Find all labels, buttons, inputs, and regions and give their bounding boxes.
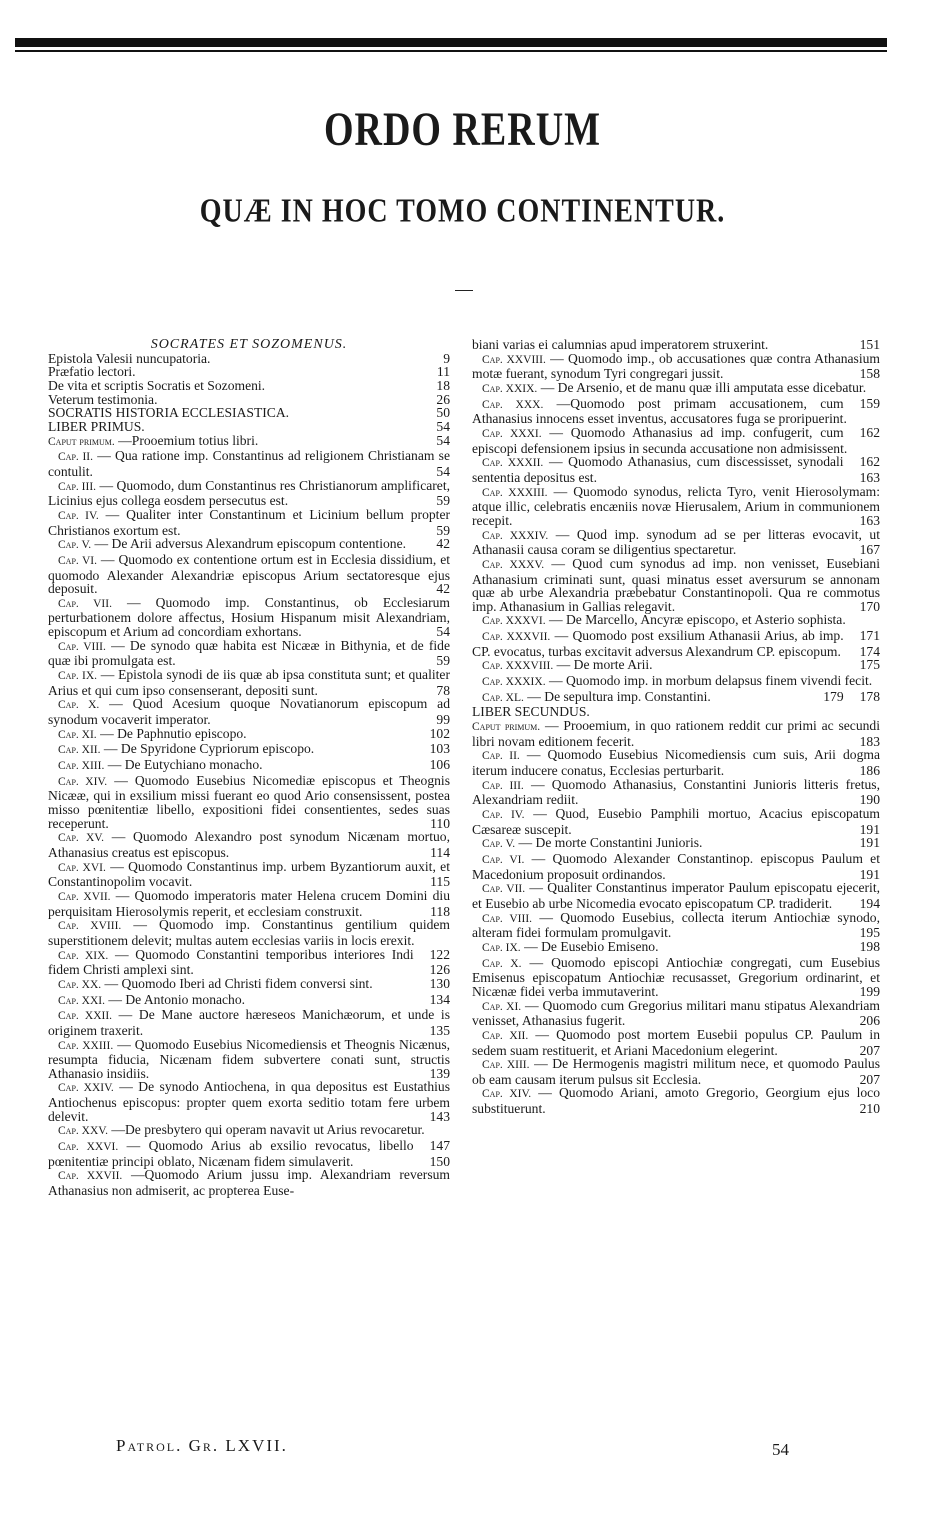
chapter-label: Cap. IX.	[482, 941, 521, 954]
toc-entry	[472, 528, 880, 557]
toc-entry	[48, 352, 450, 366]
toc-entry	[48, 508, 450, 537]
page-ref: 162	[859, 454, 880, 470]
toc-entry	[48, 1139, 450, 1168]
chapter-label: Cap. XIII.	[58, 760, 105, 773]
entry-text: — Quomodo imperatoris mater Helena crucem Domini diu perquisitam Hierosolymis reperit, et ecclesiam construxit.	[48, 887, 450, 919]
chapter-label: Cap. XX.	[58, 978, 102, 991]
top-thick-rule	[15, 38, 887, 47]
footer-volume: Patrol. Gr. LXVII.	[116, 1436, 288, 1455]
entry-text: — Quomodo imp., ob accusationes quæ contra Athanasium motæ fuerant, synodum Tyri congregari jussit.	[472, 350, 880, 382]
chapter-label: Cap. XXIX.	[482, 382, 538, 395]
entry-text: — Quomodo Eusebius Nicomediensis cum suis, Arii dogma iterum inducere conatus, Ecclesias perturbarit.	[472, 747, 880, 779]
entry-text: — Quomodo post mortem Eusebii populus CP. Paulum in sedem suam restituerit, et Ariani Macedonium elegerint.	[472, 1026, 880, 1058]
toc-entry	[48, 1080, 450, 1123]
entry-text: — De Eutychiano monacho.	[107, 757, 263, 773]
page-ref: 179	[823, 688, 844, 704]
page-ref: 207	[859, 1042, 880, 1058]
entry-text: — Qualiter inter Constantinum et Licinium bellum propter Christianos exortum est.	[48, 506, 450, 538]
toc-entry	[48, 993, 450, 1009]
toc-entry	[48, 697, 450, 726]
entry-text: — De Arii adversus Alexandrum episcopum contentione.	[94, 536, 407, 552]
chapter-label: Cap. XXII.	[58, 1010, 113, 1023]
toc-entry	[472, 911, 880, 940]
page-ref: 42	[436, 581, 450, 597]
entry-text: — Quomodo Constantini temporibus interiores Indi fidem Christi amplexi sint.	[48, 946, 414, 978]
toc-entry	[472, 778, 880, 807]
entry-text: — De Hermogenis magistri militum nece, et quomodo Paulus ob eam causam iterum pulsus sit Ecclesia.	[472, 1056, 880, 1087]
toc-entry	[48, 668, 450, 697]
toc-entry	[48, 379, 450, 393]
chapter-label: Cap. XIV.	[58, 775, 108, 788]
page-ref: 50	[436, 405, 450, 421]
entry-text: De vita et scriptis Socratis et Sozomeni.	[48, 377, 266, 393]
chapter-label: Cap. IX.	[58, 670, 97, 683]
toc-entry	[48, 889, 450, 918]
chapter-label: Cap. XI.	[482, 1000, 522, 1013]
ornamental-dash	[455, 290, 473, 291]
entry-text: — Qua ratione imp. Constantinus ad religionem Christianam se contulit.	[48, 448, 450, 479]
chapter-label: Cap. X.	[58, 699, 100, 712]
toc-entry	[472, 690, 880, 706]
entry-text: — Qualiter Constantinus imperator Paulum episcopatu ejecerit, et Eusebio ab urbe Nicomedia evocato episcopatum CP. tradiderit.	[472, 880, 880, 911]
chapter-label: Cap. XXIV.	[58, 1082, 114, 1095]
toc-entry	[48, 727, 450, 743]
page-ref: 199	[859, 983, 880, 999]
chapter-label: Cap. XXXVI.	[482, 615, 546, 628]
entry-text: — De Mane auctore hæreseos Manichæorum, et unde is originem traxerit.	[48, 1007, 450, 1038]
toc-entry	[472, 807, 880, 836]
entry-text: LIBER PRIMUS.	[48, 418, 145, 434]
toc-entry	[472, 1057, 880, 1086]
toc-entry	[48, 639, 450, 668]
entry-text: — Quod, Eusebio Pamphili mortuo, Acacius episcopatum Cæsareæ suscepit.	[472, 806, 880, 837]
chapter-label: Cap. XXXIV.	[482, 529, 549, 542]
page-ref: 54	[436, 432, 450, 448]
entry-text: — Quod Acesium quoque Novatianorum episcopum ad synodum vocaverit imperator.	[48, 696, 451, 728]
footer-page-number: 54	[772, 1440, 789, 1459]
toc-entry	[472, 852, 880, 881]
toc-entry	[472, 956, 880, 999]
toc-entry	[48, 758, 450, 774]
entry-text: — Quomodo Alexander Constantinop. episcopus Paulum et Macedonium proposuit ordinandos.	[472, 850, 880, 882]
toc-entry	[472, 1086, 880, 1115]
chapter-label: Cap. VII.	[58, 597, 112, 610]
chapter-label: Cap. XXXV.	[482, 558, 545, 571]
chapter-label: Cap. II.	[482, 750, 520, 763]
page-ref: 42	[436, 536, 450, 552]
page-ref: 106	[429, 757, 450, 773]
page-ref: 54	[436, 463, 450, 479]
chapter-label: Cap. XL.	[482, 691, 524, 704]
page-ref: 158	[859, 366, 880, 382]
chapter-label: Cap. XIII.	[482, 1059, 530, 1072]
entry-text: Præfatio lectori.	[48, 364, 136, 380]
toc-entry	[48, 948, 450, 977]
page-ref: 118	[430, 903, 450, 919]
toc-entry	[48, 537, 450, 553]
page-ref: 206	[859, 1013, 880, 1029]
chapter-label: Cap. VI.	[482, 853, 525, 866]
chapter-label: Cap. XVI.	[58, 861, 106, 874]
page-ref: 183	[859, 733, 880, 749]
section-heading: SOCRATES ET SOZOMENUS.	[150, 337, 348, 352]
page-ref: 135	[429, 1022, 450, 1038]
toc-entry	[48, 596, 450, 639]
entry-text: — De Eusebio Emiseno.	[524, 938, 659, 954]
page-ref: 150	[429, 1153, 450, 1169]
entry-text: — Quomodo Eusebius, collecta iterum Antiochiæ synodo, alteram fidei formulam promulgavit.	[472, 909, 881, 941]
toc-entry	[472, 940, 880, 956]
chapter-label: Cap. XXVII.	[58, 1170, 123, 1183]
page-ref: 162	[859, 424, 880, 440]
page-ref: 191	[859, 821, 880, 837]
page-ref: 163	[859, 469, 880, 485]
chapter-label: Cap. XXXII.	[482, 457, 544, 470]
entry-text: — Quomodo imp. Constantinus, ob Ecclesiarum perturbationem dolore affectus, Hosium Hispanum misit Alexandriam, episcopum et Arium ad concordiam exhortans.	[48, 594, 450, 640]
toc-entry	[48, 479, 450, 508]
entry-text: — Quomodo Alexandro post synodum Nicænam mortuo, Athanasius creatus est episcopus.	[48, 829, 450, 860]
entry-text: — De Paphnutio episcopo.	[100, 725, 247, 741]
page-ref: 59	[436, 653, 450, 669]
page-ref: 195	[859, 925, 880, 941]
toc-entry	[48, 393, 450, 407]
chapter-label: Cap. XI.	[58, 728, 97, 741]
entry-text: — De Antonio monacho.	[108, 991, 246, 1007]
toc-entry	[472, 338, 880, 352]
entry-text: — Quomodo ex contentione ortum est in Ecclesia dissidium, et quomodo Alexander Alexandriæ episcopus Arium sectatoresque ejus deposuit.	[48, 551, 451, 597]
page-ref: 175	[859, 657, 880, 673]
toc-entry	[48, 553, 450, 596]
page-ref: 59	[436, 493, 450, 509]
entry-text: — Quod cum synodus ad imp. non venisset, Eusebiani Athanasium criminati sunt, quasi minatus esset aversurum se annonam quæ ab urbe Alexandria præbebatur Constantinopoli. Qua re commotus imp. Athanasium in Gallias relegavit.	[472, 555, 880, 614]
page-ref: 134	[429, 991, 450, 1007]
entry-text: — Quomodo Constantinus imp. urbem Byzantiorum auxit, et Constantinopolim vocavit.	[48, 858, 450, 890]
entry-text: — De sepultura imp. Constantini.	[527, 688, 711, 704]
toc-entry	[48, 1168, 450, 1197]
toc-entry	[472, 836, 880, 852]
toc-entry	[472, 748, 880, 777]
chapter-label: Cap. XXXI.	[482, 427, 542, 440]
chapter-label: Cap. V.	[482, 838, 516, 851]
entry-text: — Epistola synodi de iis quæ ab ipsa constituta sunt; et qualiter Arius et qui cum ipso consenserant, depositi sunt.	[48, 667, 450, 698]
chapter-label: Cap. XXXIX.	[482, 676, 546, 689]
entry-text: — Quod imp. synodum ad se per litteras evocavit, ut Athanasii causa coram se diligentius spectaretur.	[472, 526, 880, 558]
page-ref: 54	[436, 418, 450, 434]
page-title: ORDO RERUM	[323, 103, 602, 157]
page-ref: 143	[429, 1108, 450, 1124]
entry-text: —Quomodo Arium jussu imp. Alexandriam reversum Athanasius non admiserit, ac propterea Euse-	[48, 1167, 450, 1199]
entry-text: — Quomodo Athanasius ad imp. confugerit, cum episcopi defensionem ipsius in secunda accusatione non admisissent.	[472, 424, 848, 456]
entry-text: — De synodo Antiochena, in qua depositus est Eustathius Antiochenus episcopus: propter quem exorta seditio totam fere urbem delevit.	[48, 1079, 450, 1124]
toc-entry	[472, 1028, 880, 1057]
chapter-label: Cap. XII.	[482, 1029, 529, 1042]
chapter-label: Caput primum.	[48, 435, 115, 448]
entry-text: — De Spyridone Cypriorum episcopo.	[103, 741, 315, 757]
page-ref: 186	[859, 763, 880, 779]
entry-text: Veterum testimonia.	[48, 391, 158, 407]
page-ref: 54	[436, 624, 450, 640]
page-ref: 18	[436, 377, 450, 393]
entry-text: — Quomodo imp. Constantinus gentilium quidem superstitionem delevit; multas autem ecclesias variis in locis erexit.	[48, 917, 450, 948]
chapter-label: Cap. V.	[58, 539, 92, 552]
toc-entry	[472, 658, 880, 674]
chapter-label: Cap. XXVI.	[58, 1141, 119, 1154]
entry-text: — Quomodo Ariani, amoto Gregorio, Georgium ejus loco substituerunt.	[472, 1085, 880, 1117]
page-ref: 139	[429, 1065, 450, 1081]
toc-entry	[48, 434, 450, 450]
entry-text: — De synodo quæ habita est Nicææ in Bithynia, et de fide quæ ibi promulgata est.	[48, 637, 450, 669]
entry-text: — Quomodo imp. in morbum delapsus finem vivendi fecit.	[548, 673, 873, 689]
entry-text: — Prooemium, in quo rationem reddit cur primi ac secundi libri novam editionem fecerit.	[472, 718, 881, 749]
toc-entry	[472, 881, 880, 910]
top-thin-rule	[15, 50, 887, 52]
chapter-label: Cap. VII.	[482, 883, 526, 896]
page-ref: 210	[859, 1101, 880, 1117]
entry-text: — De Arsenio, et de manu quæ illi amputata esse dicebatur.	[540, 379, 867, 395]
entry-text: — Quomodo Eusebius Nicomediæ episcopus et Theognis Nicææ, qui in exsilium missi fuerant eo quod Ario consensissent, postea misso pœnitentiæ libello, expositioni fidei consentientes, sedes suas receperunt.	[48, 772, 451, 831]
page-ref: 114	[430, 844, 450, 860]
entry-text: — Quomodo post exsilium Athanasii Arius, ab imp. CP. evocatus, turbas excitavit adversus Alexandrum CP. episcopum.	[472, 628, 844, 659]
chapter-label: Cap. XXV.	[58, 1125, 108, 1138]
chapter-label: Cap. XIV.	[482, 1088, 532, 1101]
entry-text: —Quomodo post primam accusationem, cum Athanasius innocens esset inventus, accusatores fuga se proripuerint.	[472, 395, 847, 427]
page-ref: 163	[859, 512, 880, 528]
entry-text: — Quomodo Arius ab exsilio revocatus, libello pœnitentiæ principi oblato, Nicænam fidem simulaverit.	[48, 1138, 414, 1169]
toc-entry	[48, 1038, 450, 1081]
page-ref: 171	[859, 628, 880, 644]
toc-entry	[472, 485, 880, 528]
toc-entry	[472, 629, 880, 658]
entry-text: — Quomodo episcopi Antiochiæ congregati, cum Eusebius Emisenus episcopatum Antiochiæ recusasset, Gregorium ordinarint, et Nicænæ fidei verba immutaverint.	[472, 954, 881, 999]
page-ref: 59	[436, 522, 450, 538]
chapter-label: Cap. II.	[58, 451, 94, 464]
page-ref: 130	[429, 975, 450, 991]
page-ref: 103	[429, 741, 450, 757]
entry-text: — De Marcello, Ancyræ episcopo, et Asterio sophista.	[548, 612, 846, 628]
page-ref: 26	[436, 391, 450, 407]
page-subtitle: QUÆ IN HOC TOMO CONTINENTUR.	[199, 192, 726, 230]
page-ref: 167	[859, 542, 880, 558]
toc-entry	[48, 449, 450, 478]
chapter-label: Cap. III.	[58, 480, 97, 493]
chapter-label: Cap. XXXVII.	[482, 631, 551, 644]
toc-entry	[472, 705, 880, 719]
toc-entry	[472, 352, 880, 381]
page-ref: 11	[436, 364, 450, 380]
page-ref: 115	[430, 874, 450, 890]
entry-text: — Quomodo Athanasius, Constantini Junioris litteris fretus, Alexandriam rediit.	[472, 776, 880, 808]
page-ref: 151	[859, 337, 880, 352]
chapter-label: Cap. XIX.	[58, 949, 109, 962]
entry-text: — De morte Arii.	[556, 657, 653, 673]
page-ref: 9	[443, 350, 450, 366]
toc-entry	[48, 860, 450, 889]
chapter-label: Cap. IV.	[482, 809, 525, 821]
left-column	[48, 338, 450, 1198]
page-ref: 198	[859, 938, 880, 954]
chapter-label: Cap. XXXVIII.	[482, 660, 554, 673]
toc-entry	[472, 999, 880, 1028]
page-ref: 191	[859, 835, 880, 851]
page-ref: 147	[429, 1138, 450, 1154]
entry-text: Epistola Valesii nuncupatoria.	[48, 350, 211, 366]
entry-text: — De morte Constantini Junioris.	[518, 835, 703, 851]
page-ref: 174	[859, 643, 880, 659]
toc-entry	[48, 830, 450, 859]
chapter-label: Cap. XII.	[58, 744, 101, 757]
page-ref: 170	[859, 598, 880, 614]
toc-entry	[472, 557, 880, 614]
chapter-label: Cap. VIII.	[482, 912, 533, 925]
toc-entry	[48, 977, 450, 993]
toc-entry	[48, 420, 450, 434]
toc-entry	[48, 365, 450, 379]
entry-text: LIBER SECUNDUS.	[472, 704, 590, 720]
toc-entry	[48, 774, 450, 831]
chapter-label: Cap. XVII.	[58, 890, 111, 903]
chapter-label: Cap. XXIII.	[58, 1039, 114, 1052]
entry-text: — Quomodo Eusebius Nicomediensis et Theognis Nicænus, resumpta fiducia, Nicænam fidem subvertere conati sunt, structis Athanasio insidiis.	[48, 1036, 451, 1081]
entry-text: —De presbytero qui operam navavit ut Arius revocaretur.	[111, 1122, 425, 1138]
entry-text: — Quomodo, dum Constantinus res Christianorum amplificaret, Licinius ejus collega eosdem persecutus est.	[48, 477, 451, 509]
toc-entry	[472, 719, 880, 748]
chapter-label: Cap. VIII.	[58, 640, 106, 653]
chapter-label: Cap. X.	[482, 957, 522, 970]
page-ref: 78	[436, 682, 450, 698]
page-ref: 191	[859, 866, 880, 882]
toc-entry	[48, 406, 450, 420]
chapter-label: Cap. XXX.	[482, 398, 544, 411]
chapter-label: Cap. XXI.	[58, 994, 105, 1007]
entry-text: —Prooemium totius libri.	[118, 432, 259, 448]
entry-text: — Quomodo cum Gregorius militari manu stipatus Alexandriam venisset, Athanasius fugerit.	[472, 997, 880, 1029]
right-column	[472, 338, 880, 1116]
page-ref: 126	[429, 962, 450, 978]
chapter-label: Cap. XXXIII.	[482, 486, 548, 499]
page-ref: 122	[429, 946, 450, 962]
page-ref: 159	[859, 395, 880, 411]
entry-text: biani varias ei calumnias apud imperatorem struxerint.	[472, 337, 769, 352]
page-ref: 110	[430, 815, 450, 831]
entry-text: — Quomodo Iberi ad Christi fidem conversi sint.	[104, 975, 373, 991]
page-ref: 207	[859, 1071, 880, 1087]
entry-text: — Quomodo synodus, relicta Tyro, venit Hierosolymam: atque illic, celebratis encæniis novæ Hierusalem, Arium in communionem recepit.	[472, 483, 880, 528]
page-ref: 190	[859, 792, 880, 808]
chapter-label: Cap. XV.	[58, 832, 104, 845]
toc-entry	[472, 455, 880, 484]
page-ref: 178	[859, 688, 880, 704]
chapter-label: Cap. III.	[482, 779, 524, 792]
toc-entry	[48, 1008, 450, 1037]
entry-text: SOCRATIS HISTORIA ECCLESIASTICA.	[48, 405, 290, 421]
chapter-label: Cap. XXVIII.	[482, 353, 546, 366]
entry-text: — Quomodo Athanasius, cum discessisset, synodali sententia depositus est.	[472, 454, 844, 485]
page-ref: 194	[859, 895, 880, 911]
chapter-label: Cap. IV.	[58, 509, 99, 522]
toc-entry	[48, 742, 450, 758]
page-ref: 99	[436, 712, 450, 728]
chapter-label: Cap. XVIII.	[58, 920, 122, 933]
chapter-label: Cap. VI.	[58, 554, 97, 567]
page-ref: 102	[429, 725, 450, 741]
chapter-label: Caput primum.	[472, 721, 541, 734]
